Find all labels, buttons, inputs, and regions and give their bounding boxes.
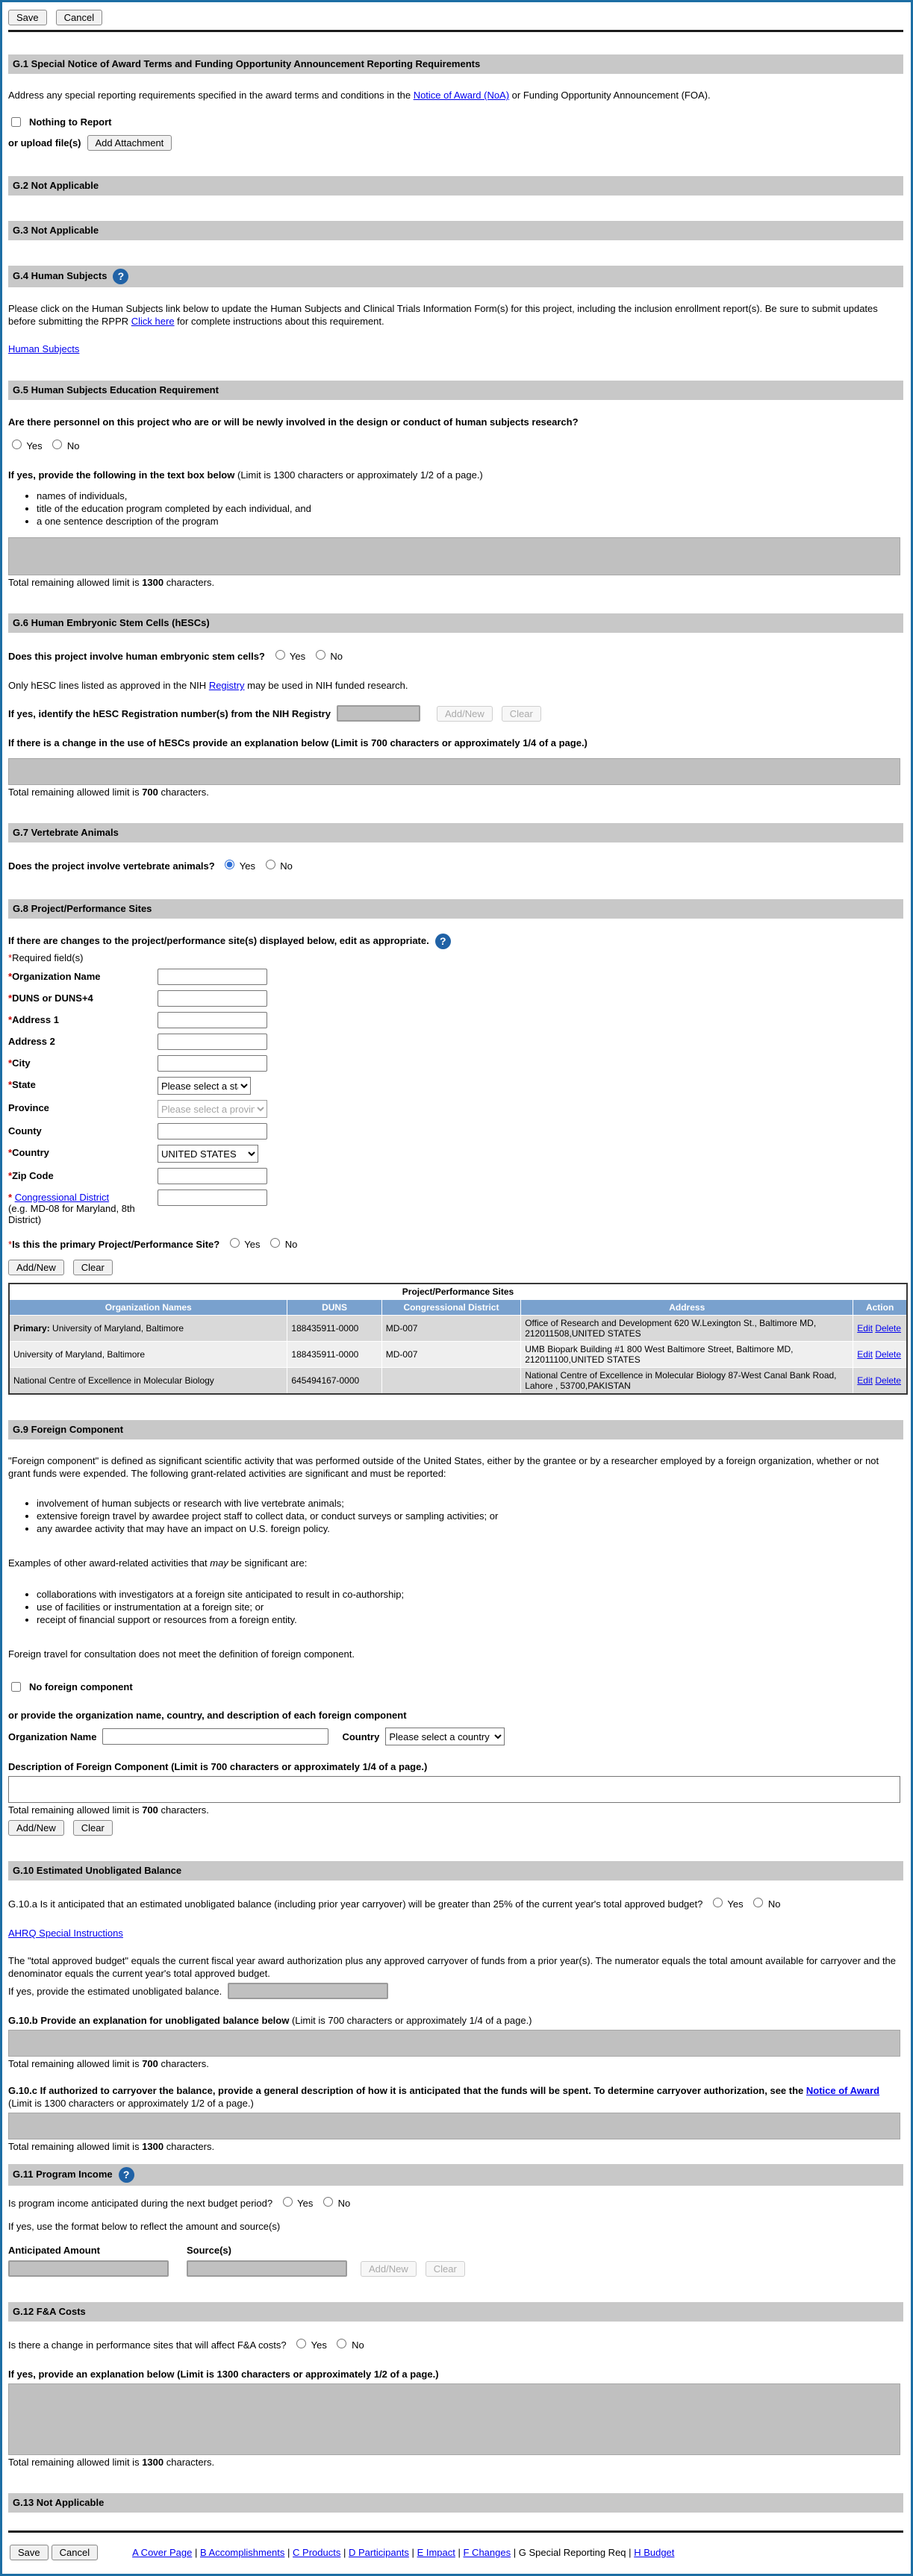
section-g13-header: G.13 Not Applicable <box>8 2493 903 2513</box>
g9-description-label: Description of Foreign Component (Limit is 700 characters or approximately 1/4 of a page.) <box>8 1761 428 1772</box>
g11-title-text: G.11 Program Income <box>13 2168 113 2180</box>
g10b-char-counter: Total remaining allowed limit is 700 characters. <box>8 2058 209 2069</box>
col-action: Action <box>853 1300 907 1316</box>
delete-link[interactable]: Delete <box>875 1349 902 1360</box>
g8-primary-no-radio[interactable] <box>270 1238 280 1248</box>
col-congressional-district: Congressional District <box>381 1300 520 1316</box>
rppr-section-g-page: Save Cancel G.1 Special Notice of Award Terms and Funding Opportunity Announcement Reporting Requirements Address any special reporting requirements specified in the award terms and conditions in the Notice of Award (NoA) or Funding Opportunity Announcement (FOA). Nothing to Report or upload file(s) Add Attachment G.2 Not Applicable G.3 Not Applicable G.4 Human Subjects ? Please click on the Human Subjects link below to update the Human Subjects and Clinical Trials Information Form(s) for this project, including the inclusion enrollment report(s). Be sure to submit updates before submitting the RPPR Click here for complete instructions about this requirement. Human Subjects G.5 Human Subjects Education Requirement Are there personnel on this project who are or will be newly involved in the design or conduct of human subjects research? Yes No If yes, provide the following in the text box below (Limit is 1300 characters or approximately 1/2 of a page.) • names of individuals, • title of the education program completed by each individual, and • a one sentence description of the program Total remaining allowed limit is 1300 characters. G.6 Human Embryonic Stem Cells (hESCs) Does this project involve human embryonic stem cells? Yes No Only hESC lines listed as approved in the NIH Registry may be used in NIH funded research. If yes, identify the hESC Registration number(s) from the NIH Registry Add/New Clear If there is a change in the use of hESCs provide an explanation below (Limit is 700 characters or approximately 1/4 of a page.) Total remaining allowed limit is 700 characters. G.7 Vertebrate Animals Does the project involve vertebrate animals? Yes No G.8 Project/Performance Sites If there are changes to the project/performance site(s) displayed below, edit as appropriate. ? *Required field(s) *Organization Name *DUNS or DUNS+4 *Address 1 Address 2 *City *State Please select a state Province Please select a province County *Country UNITED STATES *Zip Code * Congressional District (e.g. MD-08 for Maryland, 8th District) *Is this the primary Project/Performance Site? Yes No Add/New Clear Project/Performance Sites Organization Names DUNS Congressional District Address Action Primary: University of Maryland, Baltimore 188435911-0000 MD-007 Office of Research and Development 620 W.Lexington St., Baltimore MD, 212011508,UNITED STATES Edit Delete University of Maryland, Baltimore 188435911-0000 MD-007 UMB Biopark Building #1 800 West Baltimore Street, Baltimore MD, 212011100,UNITED STATES Edit Delete National Centre of Excellence in Molecular Biology 645494167-0000 National Centre of Excellence in Molecular Biology 87-West Canal Bank Road, Lahore , 53700,PAKISTAN Edit Delete G.9 Foreign Component "Foreign component" is defined as significant scientific activity that was performed outside of the United States, either by the grantee or by a researcher employed by a foreign organization, whether or not grant funds were expended. The following grant-related activities are significant and must be reported: • involvement of human subjects or research with live vertebrate animals; • extensive foreign travel by awardee project staff to collect data, or conduct surveys or sampling activities; or • any awardee activity that may have an impact on U.S. foreign policy. Examples of other award-related activities that may be significant are: • collaborations with investigators at a foreign site anticipated to result in co-authorship; • use of facilities or instrumentation at a foreign site; or • receipt of financial support or resources from a foreign entity. Foreign travel for consultation does not meet the definition of foreign component. No foreign component or provide the organization name, country, and description of each foreign component Organization Name Country Please select a country Description of Foreign Component (Limit is 700 characters or approximately 1/4 of a page.) Total remaining allowed limit is 700 characters. Add/New Clear G.10 Estimated Unobligated Balance G.10.a Is it anticipated that an estimated unobligated balance (including prior year carryover) will be greater than 25% of the current year's total approved budget? Yes No AHRQ Special Instructions The "total approved budget" equals the current fiscal year award authorization plus any approved carryover of funds from a prior year(s). The numerator equals the total amount available for carryover and the denominator equals the current year's total approved budget. If yes, provide the estimated unobligated balance. G.10.b Provide an explanation for unobligated balance below (Limit is 700 characters or approximately 1/4 of a page.) Total remaining allowed limit is 700 characters. G.10.c If authorized to carryover the balance, provide a general description of how it is anticipated that the funds will be spent. To determine carryover authorization, see the Notice of Award (Limit is 1300 characters or approximately 1/2 of a page.) Total remaining allowed limit is 1300 characters. G.11 Program Income ? Is program income anticipated during the next budget period? Yes No If yes, use the format below to reflect the amount and source(s) Anticipated Amount Source(s) Add/New Clear G.12 F&A Costs Is there a change in performance sites that will affect F&A costs? Yes No If yes, provide an explanation below (Limit is 1300 characters or approximately 1/2 of a page.) Total remaining allowed limit is 1300 characters. G.13 Not Applicable Save Cancel A Cover Page | B Accomplishments | C Products | D Participants | E Impact | F Changes | G Special Reporting Req | H Budget <box>0 0 913 2576</box>
g7-yes-radio[interactable] <box>225 860 234 869</box>
g9-bullet: • receipt of financial support or resources from a foreign entity. <box>37 1614 903 1625</box>
g9-org-name-label: Organization Name <box>8 1731 97 1742</box>
notice-of-award-noa-link[interactable]: Notice of Award (NoA) <box>413 90 510 101</box>
g9-bullet: • any awardee activity that may have an impact on U.S. foreign policy. <box>37 1523 903 1534</box>
g10a-no-radio[interactable] <box>753 1898 763 1907</box>
g5-ifyes-limit: (Limit is 1300 characters or approximately 1/2 of a page.) <box>234 469 483 481</box>
sources-input <box>187 2260 347 2277</box>
congressional-district-link[interactable]: Congressional District <box>14 1192 110 1203</box>
duns-input[interactable] <box>158 990 267 1007</box>
ahrq-special-instructions-link[interactable]: AHRQ Special Instructions <box>8 1928 123 1939</box>
g5-bullet: • names of individuals, <box>37 490 903 501</box>
g11-yes-radio[interactable] <box>283 2197 293 2207</box>
g11-clear-button: Clear <box>426 2261 465 2277</box>
g9-examples-line: Examples of other award-related activities that may be significant are: <box>8 1557 308 1569</box>
g9-bullet: • collaborations with investigators at a foreign site anticipated to result in co-authorship; <box>37 1589 903 1600</box>
state-select[interactable] <box>158 1077 251 1095</box>
g10a-question: G.10.a Is it anticipated that an estimated unobligated balance (including prior year carryover) will be greater than 25% of the current year's total approved budget? <box>8 1898 703 1910</box>
g9-org-name-input[interactable] <box>102 1728 328 1745</box>
g12-yes-label: Yes <box>311 2339 327 2351</box>
g12-yes-radio[interactable] <box>296 2339 306 2348</box>
bottom-divider <box>8 2530 903 2533</box>
table-row: Primary: University of Maryland, Baltimore 188435911-0000 MD-007 Office of Research and Development 620 W.Lexington St., Baltimore MD, 212011508,UNITED STATES Edit Delete <box>9 1316 907 1342</box>
g10b-explanation-textarea <box>8 2030 900 2057</box>
section-g2-header: G.2 Not Applicable <box>8 176 903 196</box>
g5-yes-radio[interactable] <box>12 440 22 449</box>
nih-registry-link[interactable]: Registry <box>208 680 245 691</box>
g1-intro-post: or Funding Opportunity Announcement (FOA). <box>509 90 711 101</box>
table-row: National Centre of Excellence in Molecular Biology 645494167-0000 National Centre of Excellence in Molecular Biology 87-West Canal Bank Road, Lahore , 53700,PAKISTAN Edit Delete <box>9 1368 907 1395</box>
section-g1-header: G.1 Special Notice of Award Terms and Funding Opportunity Announcement Reporting Requirements <box>8 54 903 74</box>
g5-bullet-list <box>8 490 903 527</box>
g9-definition: "Foreign component" is defined as significant scientific activity that was performed outside of the United States, either by the grantee or by a researcher employed by a foreign organization, whether or not grant funds were expended. The following grant-related activities are significant and must be reported: <box>8 1455 879 1479</box>
section-g5-header: G.5 Human Subjects Education Requirement <box>8 381 903 400</box>
g5-explanation-textarea <box>8 537 900 575</box>
duns-label: DUNS or DUNS+4 <box>12 992 93 1004</box>
g12-explanation-textarea <box>8 2383 900 2455</box>
district-hint: (e.g. MD-08 for Maryland, 8th District) <box>8 1203 135 1225</box>
g9-description-textarea[interactable] <box>8 1776 900 1803</box>
g8-clear-button[interactable]: Clear <box>73 1260 113 1275</box>
g8-primary-no-label: No <box>284 1239 298 1250</box>
nav-cover-page-link[interactable]: A Cover Page <box>132 2547 193 2558</box>
section-g12-header: G.12 F&A Costs <box>8 2302 903 2322</box>
g6-clear-button: Clear <box>502 706 541 722</box>
g6-yes-radio[interactable] <box>275 650 285 660</box>
g10c-notice-of-award-link[interactable]: Notice of Award <box>806 2085 880 2096</box>
g10a-yes-radio[interactable] <box>713 1898 723 1907</box>
g10a-balance-input <box>228 1983 388 1999</box>
g11-question: Is program income anticipated during the next budget period? <box>8 2198 273 2209</box>
no-foreign-component-checkbox[interactable] <box>11 1682 21 1692</box>
nav-impact-link[interactable]: E Impact <box>417 2547 455 2558</box>
org-name-input[interactable] <box>158 969 267 985</box>
g10c-label: G.10.c If authorized to carryover the balance, provide a general description of how it is anticipated that the funds will be spent. To determine carryover authorization, see the <box>8 2085 806 2096</box>
g8-primary-yes-label: Yes <box>244 1239 261 1250</box>
g6-question: Does this project involve human embryonic stem cells? <box>8 651 265 662</box>
g7-question: Does the project involve vertebrate animals? <box>8 860 215 872</box>
section-g8-header: G.8 Project/Performance Sites <box>8 899 903 919</box>
g10c-limit-text: (Limit is 1300 characters or approximately 1/2 of a page.) <box>8 2098 254 2109</box>
city-input[interactable] <box>158 1055 267 1072</box>
g5-ifyes-label: If yes, provide the following in the text box below <box>8 469 235 481</box>
nav-products-link[interactable]: C Products <box>293 2547 341 2558</box>
country-select[interactable] <box>158 1145 258 1163</box>
sites-table-header-row <box>9 1300 907 1316</box>
g5-no-label: No <box>66 440 80 451</box>
g5-bullet: • a one sentence description of the program <box>37 516 903 527</box>
section-g9-header: G.9 Foreign Component <box>8 1420 903 1439</box>
g6-yes-label: Yes <box>289 651 306 662</box>
g6-registry-note: Only hESC lines listed as approved in the NIH Registry may be used in NIH funded research. <box>8 680 408 691</box>
g9-bullet: • extensive foreign travel by awardee project staff to collect data, or conduct surveys or sampling activities; or <box>37 1510 903 1522</box>
section-g11-header <box>8 2164 903 2186</box>
nav-current-special-reporting: G Special Reporting Req <box>518 2547 626 2558</box>
g8-intro: If there are changes to the project/performance site(s) displayed below, edit as appropriate. <box>8 934 429 946</box>
cancel-button[interactable]: Cancel <box>52 2545 98 2560</box>
address2-input[interactable] <box>158 1034 267 1050</box>
g12-no-label: No <box>352 2339 364 2351</box>
g6-char-counter: Total remaining allowed limit is 700 characters. <box>8 787 209 798</box>
cancel-button[interactable]: Cancel <box>56 10 102 25</box>
help-icon[interactable]: ? <box>435 934 451 949</box>
g9-char-counter: Total remaining allowed limit is 700 characters. <box>8 1804 209 1816</box>
add-attachment-button[interactable]: Add Attachment <box>87 135 172 151</box>
congressional-district-input[interactable] <box>158 1189 267 1206</box>
g6-add-new-button: Add/New <box>437 706 493 722</box>
org-name-label: Organization Name <box>12 971 101 982</box>
g9-bullet: • involvement of human subjects or research with live vertebrate animals; <box>37 1498 903 1509</box>
g10a-ifyes-label: If yes, provide the estimated unobligated balance. <box>8 1985 222 1997</box>
anticipated-amount-input <box>8 2260 169 2277</box>
g6-change-label: If there is a change in the use of hESCs provide an explanation below (Limit is 700 characters or approximately 1/4 of a page.) <box>8 737 588 748</box>
g12-question: Is there a change in performance sites that will affect F&A costs? <box>8 2339 287 2351</box>
g1-intro-text: Address any special reporting requirements specified in the award terms and conditions in the <box>8 90 414 101</box>
g9-bullet-list-1 <box>8 1498 903 1534</box>
section-g4-header <box>8 266 903 287</box>
g7-no-label: No <box>280 860 293 872</box>
g6-registration-input <box>337 705 420 722</box>
g9-bullet-list-2 <box>8 1589 903 1625</box>
address1-input[interactable] <box>158 1012 267 1028</box>
g11-add-new-button: Add/New <box>361 2261 417 2277</box>
g10a-no-label: No <box>767 1898 781 1910</box>
delete-link[interactable]: Delete <box>875 1323 902 1334</box>
g12-ifyes-label: If yes, provide an explanation below (Limit is 1300 characters or approximately 1/2 of a page.) <box>8 2369 439 2380</box>
country-label: Country <box>12 1147 49 1158</box>
g11-yes-label: Yes <box>297 2198 314 2209</box>
g5-bullet: • title of the education program completed by each individual, and <box>37 503 903 514</box>
g9-add-new-button[interactable]: Add/New <box>8 1820 64 1836</box>
save-button[interactable]: Save <box>10 2545 49 2560</box>
section-nav: A Cover Page | B Accomplishments | C Products | D Participants | E Impact | F Changes | G Special Reporting Req | H Budget <box>132 2547 675 2558</box>
g10a-yes-label: Yes <box>727 1898 744 1910</box>
g9-country-label: Country <box>342 1731 380 1742</box>
g8-primary-question: Is this the primary Project/Performance Site? <box>12 1239 220 1250</box>
g10-budget-note: The "total approved budget" equals the current fiscal year award authorization plus any approved carryover of funds from a prior year(s). The numerator equals the total amount available for carryover and the denominator equals the current year's total approved budget. <box>8 1955 897 1979</box>
edit-link[interactable]: Edit <box>857 1375 873 1386</box>
g7-yes-label: Yes <box>239 860 255 872</box>
county-label: County <box>8 1125 42 1137</box>
g5-yes-label: Yes <box>26 440 43 451</box>
edit-link[interactable]: Edit <box>857 1349 873 1360</box>
province-select <box>158 1100 267 1118</box>
col-duns: DUNS <box>287 1300 381 1316</box>
g9-travel-note: Foreign travel for consultation does not meet the definition of foreign component. <box>8 1648 355 1660</box>
province-label: Province <box>8 1102 49 1113</box>
nav-changes-link[interactable]: F Changes <box>463 2547 511 2558</box>
g10b-label: G.10.b Provide an explanation for unobligated balance below <box>8 2015 290 2026</box>
g12-char-counter: Total remaining allowed limit is 1300 characters. <box>8 2457 215 2468</box>
g4-text-post: for complete instructions about this requirement. <box>174 316 384 327</box>
g1-nothing-to-report-checkbox[interactable] <box>11 117 21 127</box>
sites-table-caption: Project/Performance Sites <box>9 1284 907 1300</box>
city-label: City <box>12 1057 31 1069</box>
section-g6-header: G.6 Human Embryonic Stem Cells (hESCs) <box>8 613 903 633</box>
g4-text-pre: Please click on the Human Subjects link below to update the Human Subjects and Clinical Trials Information Form(s) for this project, including the inclusion enrollment report(s). Be sure to submit updates before submitting the RPPR <box>8 303 878 327</box>
g1-instructions <box>8 89 903 101</box>
g6-registration-label: If yes, identify the hESC Registration number(s) from the NIH Registry <box>8 707 331 719</box>
g8-required-note: *Required field(s) <box>8 952 84 963</box>
g4-title-text: G.4 Human Subjects <box>13 269 107 281</box>
g9-or-line: or provide the organization name, country, and description of each foreign component <box>8 1710 407 1721</box>
state-label: State <box>12 1079 36 1090</box>
table-row: University of Maryland, Baltimore 188435911-0000 MD-007 UMB Biopark Building #1 800 West Baltimore Street, Baltimore MD, 212011100,UNITED STATES Edit Delete <box>9 1342 907 1368</box>
human-subjects-link[interactable]: Human Subjects <box>8 343 80 354</box>
g11-no-label: No <box>337 2198 351 2209</box>
g9-country-select[interactable] <box>385 1728 505 1745</box>
g11-ifyes: If yes, use the format below to reflect the amount and source(s) <box>8 2221 281 2232</box>
g9-bullet: • use of facilities or instrumentation at a foreign site; or <box>37 1601 903 1613</box>
anticipated-amount-label: Anticipated Amount <box>8 2245 101 2256</box>
top-divider <box>8 30 903 32</box>
g8-primary-yes-radio[interactable] <box>230 1238 240 1248</box>
nav-accomplishments-link[interactable]: B Accomplishments <box>199 2547 285 2558</box>
g5-no-radio[interactable] <box>52 440 62 449</box>
edit-link[interactable]: Edit <box>857 1323 873 1334</box>
nav-budget-link[interactable]: H Budget <box>634 2547 675 2558</box>
help-icon[interactable]: ? <box>113 269 128 284</box>
g12-no-radio[interactable] <box>337 2339 346 2348</box>
performance-sites-table <box>8 1283 908 1395</box>
g6-no-radio[interactable] <box>316 650 325 660</box>
sources-label: Source(s) <box>187 2245 231 2256</box>
g6-explanation-textarea <box>8 758 900 785</box>
address2-label: Address 2 <box>8 1036 55 1047</box>
g1-nothing-to-report-label: Nothing to Report <box>29 116 112 128</box>
g11-no-radio[interactable] <box>323 2197 333 2207</box>
col-address: Address <box>521 1300 853 1316</box>
g6-no-label: No <box>330 651 343 662</box>
g5-char-counter: Total remaining allowed limit is 1300 characters. <box>8 577 215 588</box>
zip-code-input[interactable] <box>158 1168 267 1184</box>
col-organization-names: Organization Names <box>9 1300 287 1316</box>
no-foreign-component-label: No foreign component <box>29 1681 133 1692</box>
g10b-limit-text: (Limit is 700 characters or approximately 1/4 of a page.) <box>289 2015 532 2026</box>
address1-label: Address 1 <box>12 1014 59 1025</box>
delete-link[interactable]: Delete <box>875 1375 902 1386</box>
g7-no-radio[interactable] <box>266 860 275 869</box>
g1-upload-label: or upload file(s) <box>8 137 81 149</box>
g8-add-new-button[interactable]: Add/New <box>8 1260 64 1275</box>
section-g10-header: G.10 Estimated Unobligated Balance <box>8 1861 903 1881</box>
section-g7-header: G.7 Vertebrate Animals <box>8 823 903 842</box>
nav-participants-link[interactable]: D Participants <box>349 2547 409 2558</box>
zip-code-label: Zip Code <box>12 1170 54 1181</box>
g10c-description-textarea <box>8 2113 900 2139</box>
click-here-link[interactable]: Click here <box>131 316 175 327</box>
save-button[interactable]: Save <box>8 10 47 25</box>
g9-clear-button[interactable]: Clear <box>73 1820 113 1836</box>
g5-question: Are there personnel on this project who are or will be newly involved in the design or conduct of human subjects research? <box>8 416 579 428</box>
county-input[interactable] <box>158 1123 267 1139</box>
g4-instructions <box>8 302 903 328</box>
help-icon[interactable]: ? <box>119 2167 134 2183</box>
section-g3-header: G.3 Not Applicable <box>8 221 903 240</box>
g10c-char-counter: Total remaining allowed limit is 1300 characters. <box>8 2141 215 2152</box>
